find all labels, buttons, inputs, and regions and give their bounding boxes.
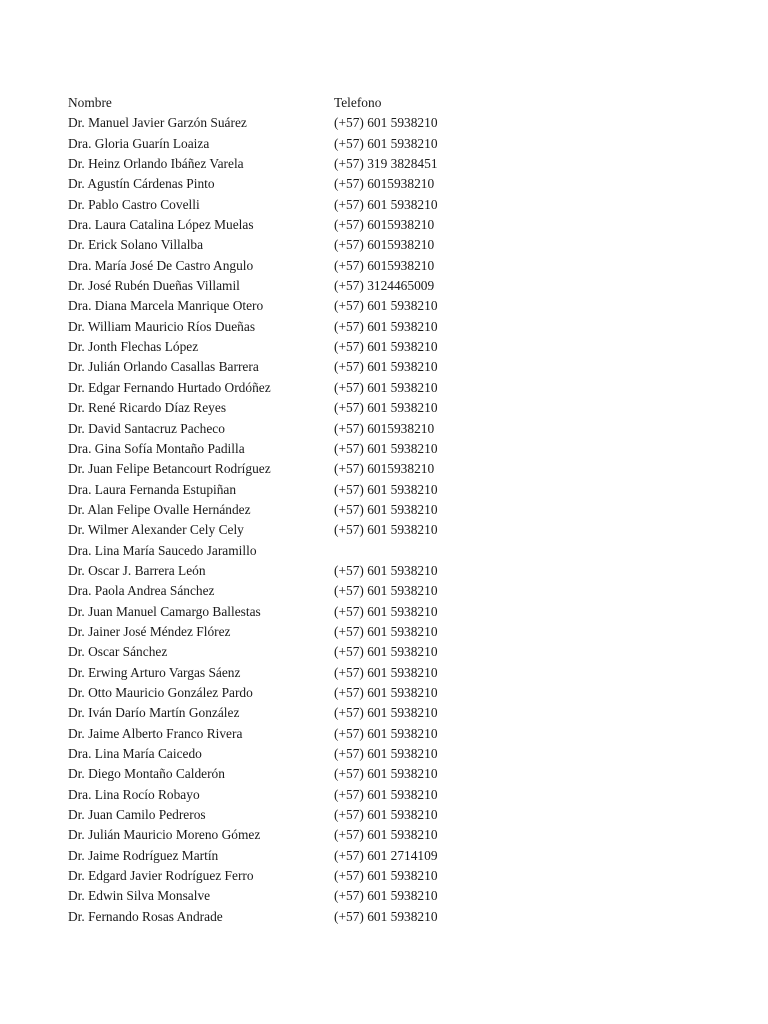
doctor-name: Dr. Otto Mauricio González Pardo (68, 684, 253, 700)
table-row (68, 846, 708, 866)
table-row (68, 744, 708, 764)
table-row (68, 724, 708, 744)
doctor-name: Dr. Jaime Alberto Franco Rivera (68, 725, 243, 741)
table-row (68, 154, 708, 174)
table-row (68, 296, 708, 316)
doctor-phone: (+57) 6015938210 (334, 461, 435, 477)
doctor-phone: (+57) 601 5938210 (334, 827, 438, 843)
doctor-name: Dr. Julián Mauricio Moreno Gómez (68, 827, 261, 843)
table-row (68, 500, 708, 520)
table-row (68, 764, 708, 784)
doctor-name: Dra. Gina Sofía Montaño Padilla (68, 440, 245, 456)
doctor-phone: (+57) 601 5938210 (334, 603, 438, 619)
table-row (68, 134, 708, 154)
doctor-phone: (+57) 601 5938210 (334, 786, 438, 802)
doctor-name: Dr. Erick Solano Villalba (68, 237, 204, 253)
table-row (68, 235, 708, 255)
doctor-phone: (+57) 319 3828451 (334, 156, 438, 172)
column-header-name: Nombre (68, 95, 112, 110)
doctor-name: Dra. Laura Fernanda Estupiñan (68, 481, 237, 497)
doctor-directory-table (68, 93, 708, 927)
doctor-name: Dr. Jaime Rodríguez Martín (68, 847, 219, 863)
table-header-row (68, 93, 708, 113)
doctor-phone: (+57) 3124465009 (334, 278, 435, 294)
table-row (68, 317, 708, 337)
doctor-phone: (+57) 601 2714109 (334, 847, 438, 863)
table-row (68, 581, 708, 601)
doctor-phone: (+57) 601 5938210 (334, 623, 438, 639)
doctor-phone: (+57) 601 5938210 (334, 359, 438, 375)
doctor-phone: (+57) 6015938210 (334, 176, 435, 192)
table-body (68, 113, 708, 927)
doctor-phone: (+57) 601 5938210 (334, 807, 438, 823)
table-row (68, 866, 708, 886)
doctor-name: Dr. Oscar J. Barrera León (68, 562, 206, 578)
table-row (68, 419, 708, 439)
doctor-name: Dr. Jainer José Méndez Flórez (68, 623, 231, 639)
doctor-phone: (+57) 601 5938210 (334, 868, 438, 884)
doctor-phone: (+57) 601 5938210 (334, 705, 438, 721)
doctor-phone: (+57) 601 5938210 (334, 481, 438, 497)
doctor-name: Dr. Pablo Castro Covelli (68, 196, 200, 212)
doctor-name: Dr. Fernando Rosas Andrade (68, 908, 223, 924)
doctor-phone: (+57) 601 5938210 (334, 888, 438, 904)
doctor-name: Dr. Alan Felipe Ovalle Hernández (68, 501, 251, 517)
doctor-name: Dr. José Rubén Dueñas Villamil (68, 278, 240, 294)
doctor-name: Dra. Laura Catalina López Muelas (68, 217, 254, 233)
table-row (68, 805, 708, 825)
doctor-name: Dr. Diego Montaño Calderón (68, 766, 225, 782)
doctor-phone: (+57) 601 5938210 (334, 644, 438, 660)
doctor-name: Dr. Iván Darío Martín González (68, 705, 240, 721)
doctor-phone: (+57) 601 5938210 (334, 339, 438, 355)
table-row (68, 357, 708, 377)
doctor-phone: (+57) 6015938210 (334, 217, 435, 233)
column-header-phone: Telefono (334, 95, 382, 110)
doctor-name: Dr. Juan Felipe Betancourt Rodríguez (68, 461, 271, 477)
doctor-name: Dr. Edwin Silva Monsalve (68, 888, 211, 904)
table-row (68, 215, 708, 235)
table-row (68, 398, 708, 418)
doctor-phone: (+57) 601 5938210 (334, 400, 438, 416)
doctor-name: Dr. René Ricardo Díaz Reyes (68, 400, 227, 416)
doctor-phone: (+57) 601 5938210 (334, 196, 438, 212)
table-row (68, 886, 708, 906)
table-row (68, 703, 708, 723)
doctor-phone: (+57) 6015938210 (334, 257, 435, 273)
doctor-phone (334, 541, 534, 561)
table-row (68, 480, 708, 500)
doctor-phone: (+57) 601 5938210 (334, 522, 438, 538)
table-row (68, 113, 708, 133)
doctor-name: Dr. David Santacruz Pacheco (68, 420, 225, 436)
table-row (68, 174, 708, 194)
doctor-name: Dra. Lina Rocío Robayo (68, 786, 200, 802)
table-row (68, 520, 708, 540)
doctor-name: Dr. Heinz Orlando Ibáñez Varela (68, 156, 244, 172)
doctor-name: Dr. Julián Orlando Casallas Barrera (68, 359, 259, 375)
doctor-phone: (+57) 601 5938210 (334, 298, 438, 314)
doctor-phone: (+57) 601 5938210 (334, 684, 438, 700)
doctor-name: Dr. Manuel Javier Garzón Suárez (68, 115, 247, 131)
doctor-phone: (+57) 601 5938210 (334, 664, 438, 680)
doctor-phone: (+57) 601 5938210 (334, 583, 438, 599)
table-row (68, 378, 708, 398)
doctor-name: Dr. Edgar Fernando Hurtado Ordóñez (68, 379, 271, 395)
table-row (68, 439, 708, 459)
table-row (68, 663, 708, 683)
table-row (68, 337, 708, 357)
doctor-name: Dr. Juan Manuel Camargo Ballestas (68, 603, 261, 619)
doctor-name: Dra. Gloria Guarín Loaiza (68, 135, 210, 151)
doctor-name: Dr. Agustín Cárdenas Pinto (68, 176, 215, 192)
table-row (68, 459, 708, 479)
table-row (68, 256, 708, 276)
table-row (68, 825, 708, 845)
doctor-phone: (+57) 601 5938210 (334, 766, 438, 782)
table-row (68, 561, 708, 581)
doctor-name: Dr. Erwing Arturo Vargas Sáenz (68, 664, 241, 680)
doctor-name: Dra. Diana Marcela Manrique Otero (68, 298, 264, 314)
doctor-name: Dra. Paola Andrea Sánchez (68, 583, 215, 599)
table-row (68, 642, 708, 662)
doctor-name: Dr. William Mauricio Ríos Dueñas (68, 318, 256, 334)
doctor-name: Dr. Edgard Javier Rodríguez Ferro (68, 868, 254, 884)
doctor-phone: (+57) 6015938210 (334, 237, 435, 253)
doctor-phone: (+57) 601 5938210 (334, 908, 438, 924)
doctor-name: Dra. María José De Castro Angulo (68, 257, 254, 273)
table-row (68, 907, 708, 927)
doctor-phone: (+57) 601 5938210 (334, 318, 438, 334)
doctor-name: Dr. Juan Camilo Pedreros (68, 807, 206, 823)
doctor-phone: (+57) 601 5938210 (334, 746, 438, 761)
table-row (68, 195, 708, 215)
table-row (68, 541, 708, 561)
doctor-name: Dra. Lina María Caicedo (68, 746, 202, 761)
doctor-phone: (+57) 601 5938210 (334, 725, 438, 741)
doctor-phone: (+57) 601 5938210 (334, 135, 438, 151)
doctor-name: Dra. Lina María Saucedo Jaramillo (68, 542, 257, 558)
doctor-phone: (+57) 601 5938210 (334, 440, 438, 456)
table-row (68, 622, 708, 642)
doctor-name: Dr. Oscar Sánchez (68, 644, 168, 660)
table-row (68, 602, 708, 622)
doctor-name: Dr. Jonth Flechas López (68, 339, 199, 355)
doctor-phone: (+57) 601 5938210 (334, 562, 438, 578)
table-row (68, 785, 708, 805)
table-row (68, 683, 708, 703)
doctor-phone: (+57) 601 5938210 (334, 115, 438, 131)
doctor-phone: (+57) 601 5938210 (334, 379, 438, 395)
doctor-phone: (+57) 6015938210 (334, 420, 435, 436)
doctor-phone: (+57) 601 5938210 (334, 501, 438, 517)
doctor-name: Dr. Wilmer Alexander Cely Cely (68, 522, 244, 538)
table-row (68, 276, 708, 296)
